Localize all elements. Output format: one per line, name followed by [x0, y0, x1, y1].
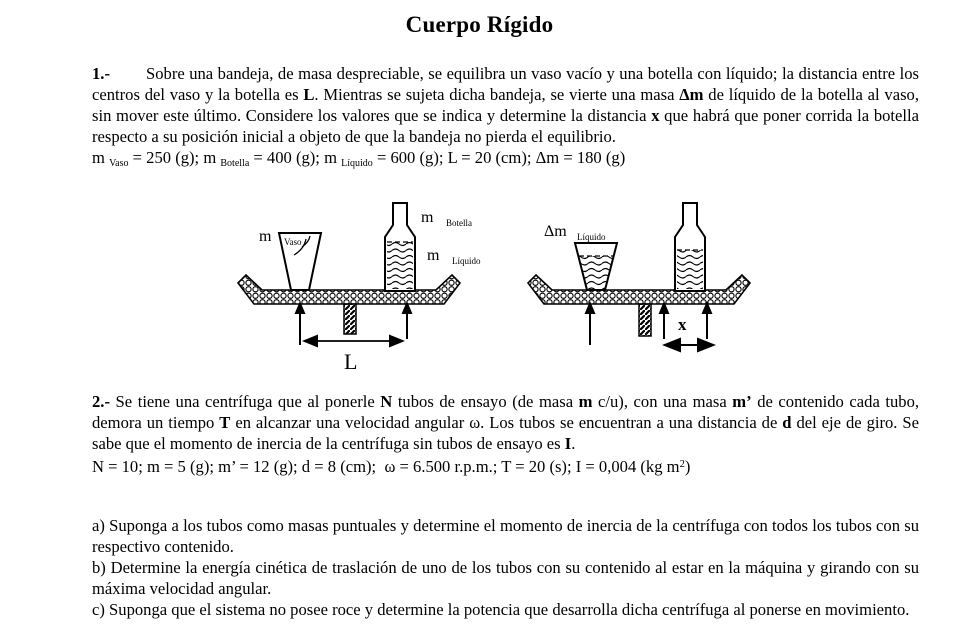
problem2-values: N = 10; m = 5 (g); m’ = 12 (g); d = 8 (cm); ω = 6.500 r.p.m.; T = 20 (s); I = 0,004 (kg $m^2$)	[92, 457, 691, 476]
label-m-liquido-sub: Líquido	[452, 256, 481, 266]
label-m-botella-sub: Botella	[446, 218, 472, 228]
pivot-post-right	[639, 304, 651, 336]
right-diagram-final	[528, 203, 750, 353]
problem2-section	[92, 391, 919, 477]
dimension-arrow-x	[662, 338, 716, 353]
question-a: a) Suponga a los tubos como masas puntuales y determine el momento de inercia de la centrífuga con todos los tubos con su respectivo contenido.	[92, 516, 919, 556]
problem1-section	[92, 63, 919, 174]
botella-full	[385, 203, 415, 291]
problem1-values: m Vaso = 250 (g); m Botella = 400 (g); m Líquido = 600 (g); L = 20 (cm); Δm = 180 (g)	[92, 148, 626, 169]
page-title: Cuerpo Rígido	[405, 12, 554, 37]
questions-section	[92, 515, 919, 620]
label-m-botella: m	[421, 209, 434, 226]
figure	[0, 195, 959, 385]
botella-shifted	[675, 203, 705, 291]
dimension-arrow-L	[302, 335, 405, 348]
tray-left	[238, 275, 460, 304]
vaso-liquid	[579, 256, 613, 289]
botella-liquid	[387, 242, 413, 289]
force-arrow-vaso-right	[585, 301, 596, 345]
label-m-liquido: m	[427, 247, 440, 264]
left-diagram-initial	[238, 203, 481, 374]
force-arrow-vaso-left	[295, 301, 306, 345]
label-dimension-L: L	[344, 349, 358, 374]
force-arrow-botella-left	[402, 301, 413, 339]
figure-diagram	[0, 195, 959, 385]
label-m-vaso: m	[259, 228, 272, 245]
vaso-with-liquid	[575, 243, 617, 290]
force-arrow-middle	[659, 301, 670, 339]
question-b: b) Determine la energía cinética de traslación de uno de los tubos con su contenido al estar en la máquina y girando con su máxima velocidad angular.	[92, 558, 919, 598]
problem1-paragraph: 1.- Sobre una bandeja, de masa despreciable, se equilibra un vaso vacío y una botella con líquido; la distancia entre los centros del vaso y la botella es L. Mientras se sujeta dicha bandeja, se vierte una masa Δm de líquido de la botella al vaso, sin mover este último. Considere los valores que se indica y determine la distancia x que habrá que poner corrida la botella respecto a su posición inicial a objeto de que la bandeja no pierda el equilibrio.	[92, 64, 919, 146]
pivot-post-left	[344, 304, 356, 334]
label-dm: Δm	[544, 223, 567, 240]
label-dm-sub: Líquido	[577, 232, 606, 242]
label-dimension-x: x	[678, 315, 687, 334]
label-m-vaso-sub: Vaso	[284, 237, 302, 247]
force-arrow-botella-right	[702, 301, 713, 339]
problem2-paragraph: 2.- Se tiene una centrífuga que al ponerle N tubos de ensayo (de masa m c/u), con una masa m’ de contenido cada tubo, demora un tiempo T en alcanzar una velocidad angular ω. Los tubos se encuentran a una distancia de d del eje de giro. Se sabe que el momento de inercia de la centrífuga sin tubos de ensayo es I.	[92, 392, 920, 453]
botella-liquid-lower	[677, 250, 703, 289]
tray-right	[528, 275, 750, 304]
question-c: c) Suponga que el sistema no posee roce y determine la potencia que desarrolla dicha centrífuga al ponerse en movimiento.	[92, 600, 910, 619]
